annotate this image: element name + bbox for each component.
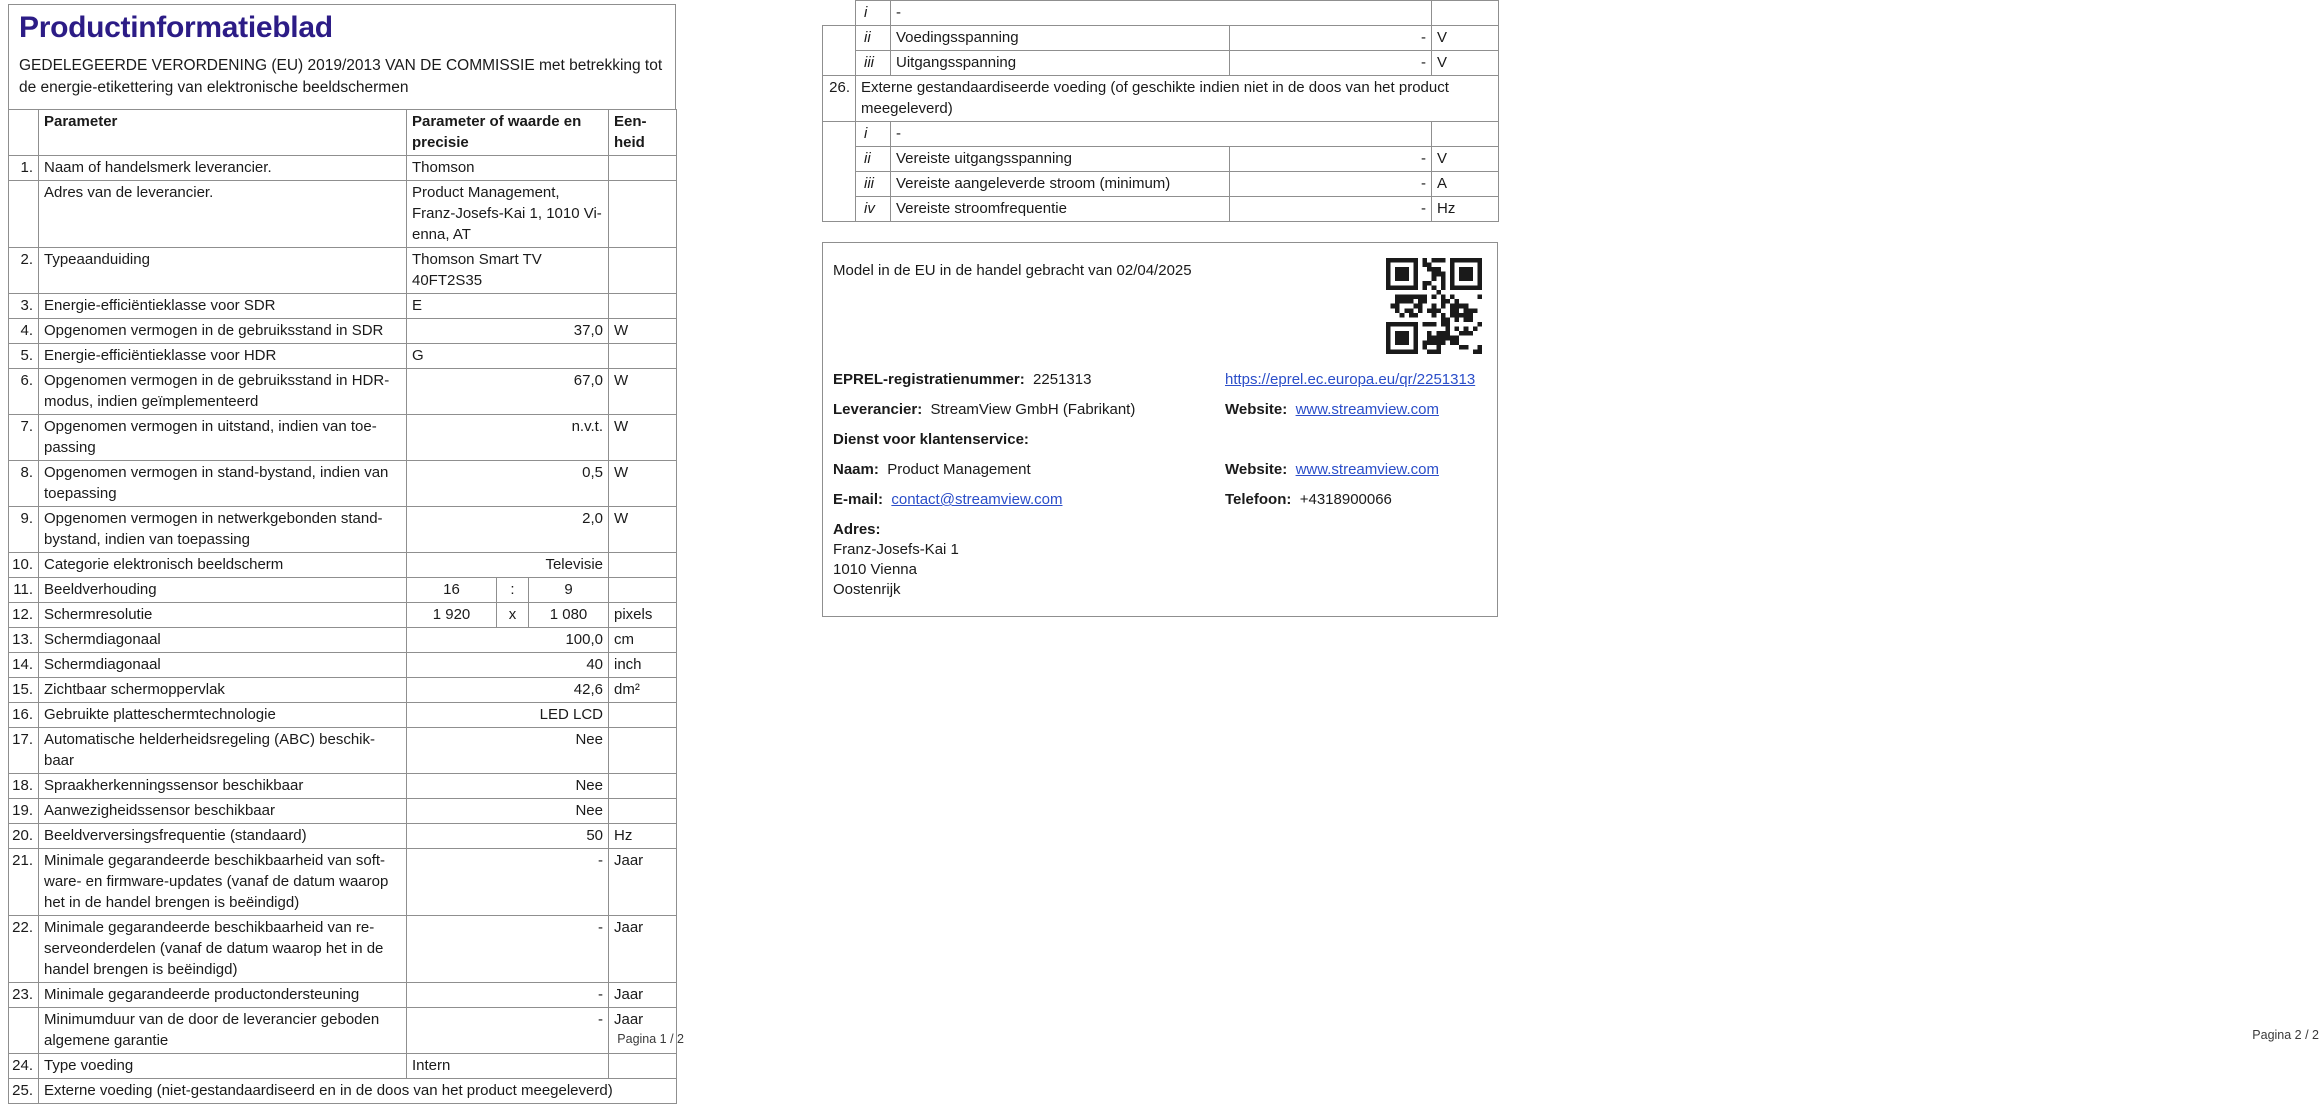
value-cell: Product Management, Franz-Josefs-Kai 1, 1010 Vi-enna, AT [407,181,609,248]
parameter-cell: Vereiste aangeleverde stroom (minimum) [891,172,1230,197]
table-row [9,799,677,824]
info-row-right [1225,490,1485,510]
value-cell: E [407,294,609,319]
value-cell: 100,0 [407,628,609,653]
info-row-left [833,400,1225,420]
value-part: x [496,603,529,627]
value-cell: n.v.t. [407,415,609,461]
row-number-cell: 11. [9,578,39,603]
unit-cell: W [609,415,677,461]
parameter-cell: Automatische helderheidsregeling (ABC) beschik-baar [39,728,407,774]
row-number-cell: 25. [9,1079,39,1104]
value-cell: - [1230,51,1432,76]
parameter-table-page2 [822,0,1499,222]
info-row-right [1225,400,1485,420]
parameter-cell: Gebruikte platteschermtechnologie [39,703,407,728]
page-1 [8,4,684,1104]
supplier-info-box [822,242,1498,617]
table-row [9,653,677,678]
unit-cell [609,248,677,294]
row-number-cell [9,1008,39,1054]
address-line: 1010 Vienna [833,561,917,578]
parameter-cell: Spraakherkenningssensor beschikbaar [39,774,407,799]
value-cell: LED LCD [407,703,609,728]
info-rows [833,370,1485,510]
header-unit: Een-heid [609,110,677,156]
parameter-cell: Energie-efficiëntieklasse voor HDR [39,344,407,369]
row-number-cell [823,26,856,76]
table-row [9,703,677,728]
unit-cell: dm² [609,678,677,703]
model-market-date: Model in de EU in de handel gebracht van 02/04/2025 [833,262,1192,279]
page1-footer: Pagina 1 / 2 [617,1032,684,1046]
value-cell: Nee [407,774,609,799]
table-row [9,294,677,319]
unit-cell [609,553,677,578]
unit-cell: W [609,369,677,415]
value-part: : [496,578,529,602]
parameter-cell: Energie-efficiëntieklasse voor SDR [39,294,407,319]
info-value: StreamView GmbH (Fabrikant) [922,401,1136,418]
unit-cell: cm [609,628,677,653]
address-line: Franz-Josefs-Kai 1 [833,541,959,558]
unit-cell: W [609,507,677,553]
sub-number-cell: iv [856,197,891,222]
info-label: Telefoon: [1225,491,1300,508]
model-qr-section [833,256,1485,354]
value-cell: - [1230,26,1432,51]
parameter-cell: Schermdiagonaal [39,653,407,678]
table-row [823,51,1499,76]
page-2 [822,0,2319,1042]
parameter-cell: Externe gestandaardiseerde voeding (of geschikte indien niet in de doos van het product meegeleverd) [856,76,1499,122]
value-part: 1 920 [432,606,471,623]
page-title: Productinformatieblad [19,11,333,44]
table-row [9,603,677,628]
sub-number-cell: iii [856,51,891,76]
table-row [9,578,677,603]
table-row [9,1079,677,1104]
row-number-cell: 3. [9,294,39,319]
value-cell: - [1230,197,1432,222]
qr-code-icon [1386,258,1482,354]
table-row [9,774,677,799]
value-cell: - [407,1008,609,1054]
unit-cell [609,728,677,774]
value-cell: 0,5 [407,461,609,507]
parameter-cell: Voedingsspanning [891,26,1230,51]
page2-footer: Pagina 2 / 2 [2252,1028,2319,1042]
value-cell: Intern [407,1054,609,1079]
row-number-cell: 19. [9,799,39,824]
value-cell: Televisie [407,553,609,578]
unit-cell [609,578,677,603]
parameter-cell: Aanwezigheidssensor beschikbaar [39,799,407,824]
website-link[interactable]: https://eprel.ec.europa.eu/qr/2251313 [1225,371,1476,388]
info-label: EPREL-registratienummer: [833,371,1025,388]
parameter-cell: Adres van de leverancier. [39,181,407,248]
info-label: Website: [1225,401,1296,418]
table-row [9,628,677,653]
row-number-cell: 1. [9,156,39,181]
unit-cell: V [1432,51,1499,76]
value-cell: Thomson [407,156,609,181]
info-label: Dienst voor klantenservice: [833,431,1029,448]
sub-number-cell: ii [856,147,891,172]
row-number-cell [823,1,856,26]
table-row [823,147,1499,172]
email-link[interactable]: contact@streamview.com [891,491,1063,508]
info-row [833,490,1485,510]
row-number-cell: 21. [9,849,39,916]
row-number-cell: 12. [9,603,39,628]
unit-cell: Jaar [609,849,677,916]
value-cell: - [891,1,1432,26]
parameter-cell: Type voeding [39,1054,407,1079]
table-row [823,26,1499,51]
row-number-cell: 8. [9,461,39,507]
title-box [8,4,676,110]
sub-number-cell: iii [856,172,891,197]
table-row [9,824,677,849]
value-cell: Nee [407,728,609,774]
value-cell: 67,0 [407,369,609,415]
unit-cell: Hz [1432,197,1499,222]
value-cell: - [1230,147,1432,172]
unit-cell [1432,122,1499,147]
value-cell: Thomson Smart TV 40FT2S35 [407,248,609,294]
parameter-cell: Opgenomen vermogen in stand-bystand, indien van toepassing [39,461,407,507]
address-line: Oostenrijk [833,581,901,598]
info-row-right [1225,460,1485,480]
sub-number-cell: ii [856,26,891,51]
table-row [823,76,1499,122]
info-value: Product Management [878,461,1031,478]
info-value: 2251313 [1024,371,1092,388]
parameter-cell: Minimale gegarandeerde productondersteuning [39,983,407,1008]
unit-cell: pixels [609,603,677,628]
info-value: +4318900066 [1299,491,1392,508]
table-row [9,344,677,369]
unit-cell [609,294,677,319]
parameter-table-page1 [8,109,677,1104]
table-row [9,156,677,181]
value-cell: - [407,916,609,983]
value-cell [407,603,609,628]
header-number-cell [9,110,39,156]
row-number-cell: 26. [823,76,856,122]
unit-cell: W [609,319,677,344]
parameter-cell: Naam of handelsmerk leverancier. [39,156,407,181]
table-row [9,507,677,553]
unit-cell [609,1054,677,1079]
value-cell: 37,0 [407,319,609,344]
unit-cell [609,156,677,181]
unit-cell [609,344,677,369]
parameter-cell: Minimumduur van de door de leverancier geboden algemene garantie [39,1008,407,1054]
table-row [823,172,1499,197]
row-number-cell: 23. [9,983,39,1008]
table-row [9,553,677,578]
value-cell: - [891,122,1432,147]
unit-cell: Jaar [609,983,677,1008]
unit-cell [609,703,677,728]
info-row-left [833,430,1485,450]
parameter-cell: Vereiste stroomfrequentie [891,197,1230,222]
value-cell: G [407,344,609,369]
parameter-cell: Opgenomen vermogen in de gebruiksstand in SDR [39,319,407,344]
unit-cell [609,799,677,824]
table-row [9,248,677,294]
row-number-cell: 6. [9,369,39,415]
parameter-cell: Zichtbaar schermoppervlak [39,678,407,703]
row-number-cell: 2. [9,248,39,294]
row-number-cell [823,122,856,222]
row-number-cell: 10. [9,553,39,578]
info-row [833,460,1485,480]
parameter-cell: Beeldverhouding [39,578,407,603]
row-number-cell: 20. [9,824,39,849]
parameter-cell: Beeldverversingsfrequentie (standaard) [39,824,407,849]
value-cell: - [1230,172,1432,197]
table-row [9,319,677,344]
info-label: Naam: [833,461,879,478]
row-number-cell [9,181,39,248]
unit-cell: A [1432,172,1499,197]
unit-cell: Hz [609,824,677,849]
table-row [823,1,1499,26]
parameter-cell: Vereiste uitgangsspanning [891,147,1230,172]
parameter-cell: Typeaanduiding [39,248,407,294]
parameter-cell: Minimale gegarandeerde beschikbaarheid van re-serveonderdelen (vanaf de datum waarop het in de handel brengen is beëindigd) [39,916,407,983]
parameter-cell: Schermresolutie [39,603,407,628]
info-row [833,400,1485,420]
row-number-cell: 16. [9,703,39,728]
info-label: Leverancier: [833,401,923,418]
value-cell: 40 [407,653,609,678]
parameter-cell: Schermdiagonaal [39,628,407,653]
value-cell: 50 [407,824,609,849]
row-number-cell: 9. [9,507,39,553]
parameter-cell: Opgenomen vermogen in uitstand, indien van toe-passing [39,415,407,461]
regulation-subtitle: GEDELEGEERDE VERORDENING (EU) 2019/2013 VAN DE COMMISSIE met betrekking tot de energie-etikettering van elektronische beeldschermen [19,57,663,96]
value-cell: - [407,983,609,1008]
value-part: 16 [443,581,460,598]
table-header-row [9,110,677,156]
table-row [9,1054,677,1079]
address-block [833,520,1485,600]
row-number-cell: 14. [9,653,39,678]
unit-cell: V [1432,147,1499,172]
row-number-cell: 24. [9,1054,39,1079]
row-number-cell: 5. [9,344,39,369]
value-cell: 2,0 [407,507,609,553]
value-part: 1 080 [549,606,588,623]
row-number-cell: 17. [9,728,39,774]
unit-cell: Jaar [609,916,677,983]
unit-cell [609,181,677,248]
unit-cell: W [609,461,677,507]
parameter-cell: Categorie elektronisch beeldscherm [39,553,407,578]
website-link[interactable]: www.streamview.com [1295,401,1439,418]
info-row-left [833,370,1225,390]
header-parameter: Parameter [39,110,407,156]
address-label: Adres: [833,521,881,538]
value-part: 9 [564,581,573,598]
table-row [9,728,677,774]
table-row [823,197,1499,222]
header-value: Parameter of waarde en precisie [407,110,609,156]
row-number-cell: 15. [9,678,39,703]
row-number-cell: 18. [9,774,39,799]
table-row [9,369,677,415]
table-row [823,122,1499,147]
info-label: E-mail: [833,491,884,508]
table-row [9,181,677,248]
info-row-right [1225,370,1485,390]
parameter-cell: Opgenomen vermogen in de gebruiksstand in HDR-modus, indien geïmplementeerd [39,369,407,415]
sub-number-cell: i [856,1,891,26]
parameter-cell: Uitgangsspanning [891,51,1230,76]
info-row-left [833,490,1225,510]
info-label: Website: [1225,461,1296,478]
row-number-cell: 22. [9,916,39,983]
website-link[interactable]: www.streamview.com [1295,461,1439,478]
row-number-cell: 13. [9,628,39,653]
table-row [9,916,677,983]
parameter-cell: Externe voeding (niet-gestandaardiseerd en in de doos van het product meegeleverd) [39,1079,677,1104]
sub-number-cell: i [856,122,891,147]
value-cell: - [407,849,609,916]
table-row [9,1008,677,1054]
table-row [9,461,677,507]
unit-cell: V [1432,26,1499,51]
row-number-cell: 4. [9,319,39,344]
unit-cell: Jaar [609,1008,677,1054]
table-row [9,983,677,1008]
parameter-cell: Minimale gegarandeerde beschikbaarheid van soft-ware- en firmware-updates (vanaf de datum waarop het in de handel brengen is beëindigd) [39,849,407,916]
info-row [833,370,1485,390]
unit-cell [609,774,677,799]
info-row-left [833,460,1225,480]
table-row [9,415,677,461]
unit-cell [1432,1,1499,26]
unit-cell: inch [609,653,677,678]
row-number-cell: 7. [9,415,39,461]
value-cell [407,578,609,603]
value-cell: 42,6 [407,678,609,703]
value-cell: Nee [407,799,609,824]
table-row [9,849,677,916]
table-row [9,678,677,703]
info-row [833,430,1485,450]
parameter-cell: Opgenomen vermogen in netwerkgebonden stand-bystand, indien van toepassing [39,507,407,553]
